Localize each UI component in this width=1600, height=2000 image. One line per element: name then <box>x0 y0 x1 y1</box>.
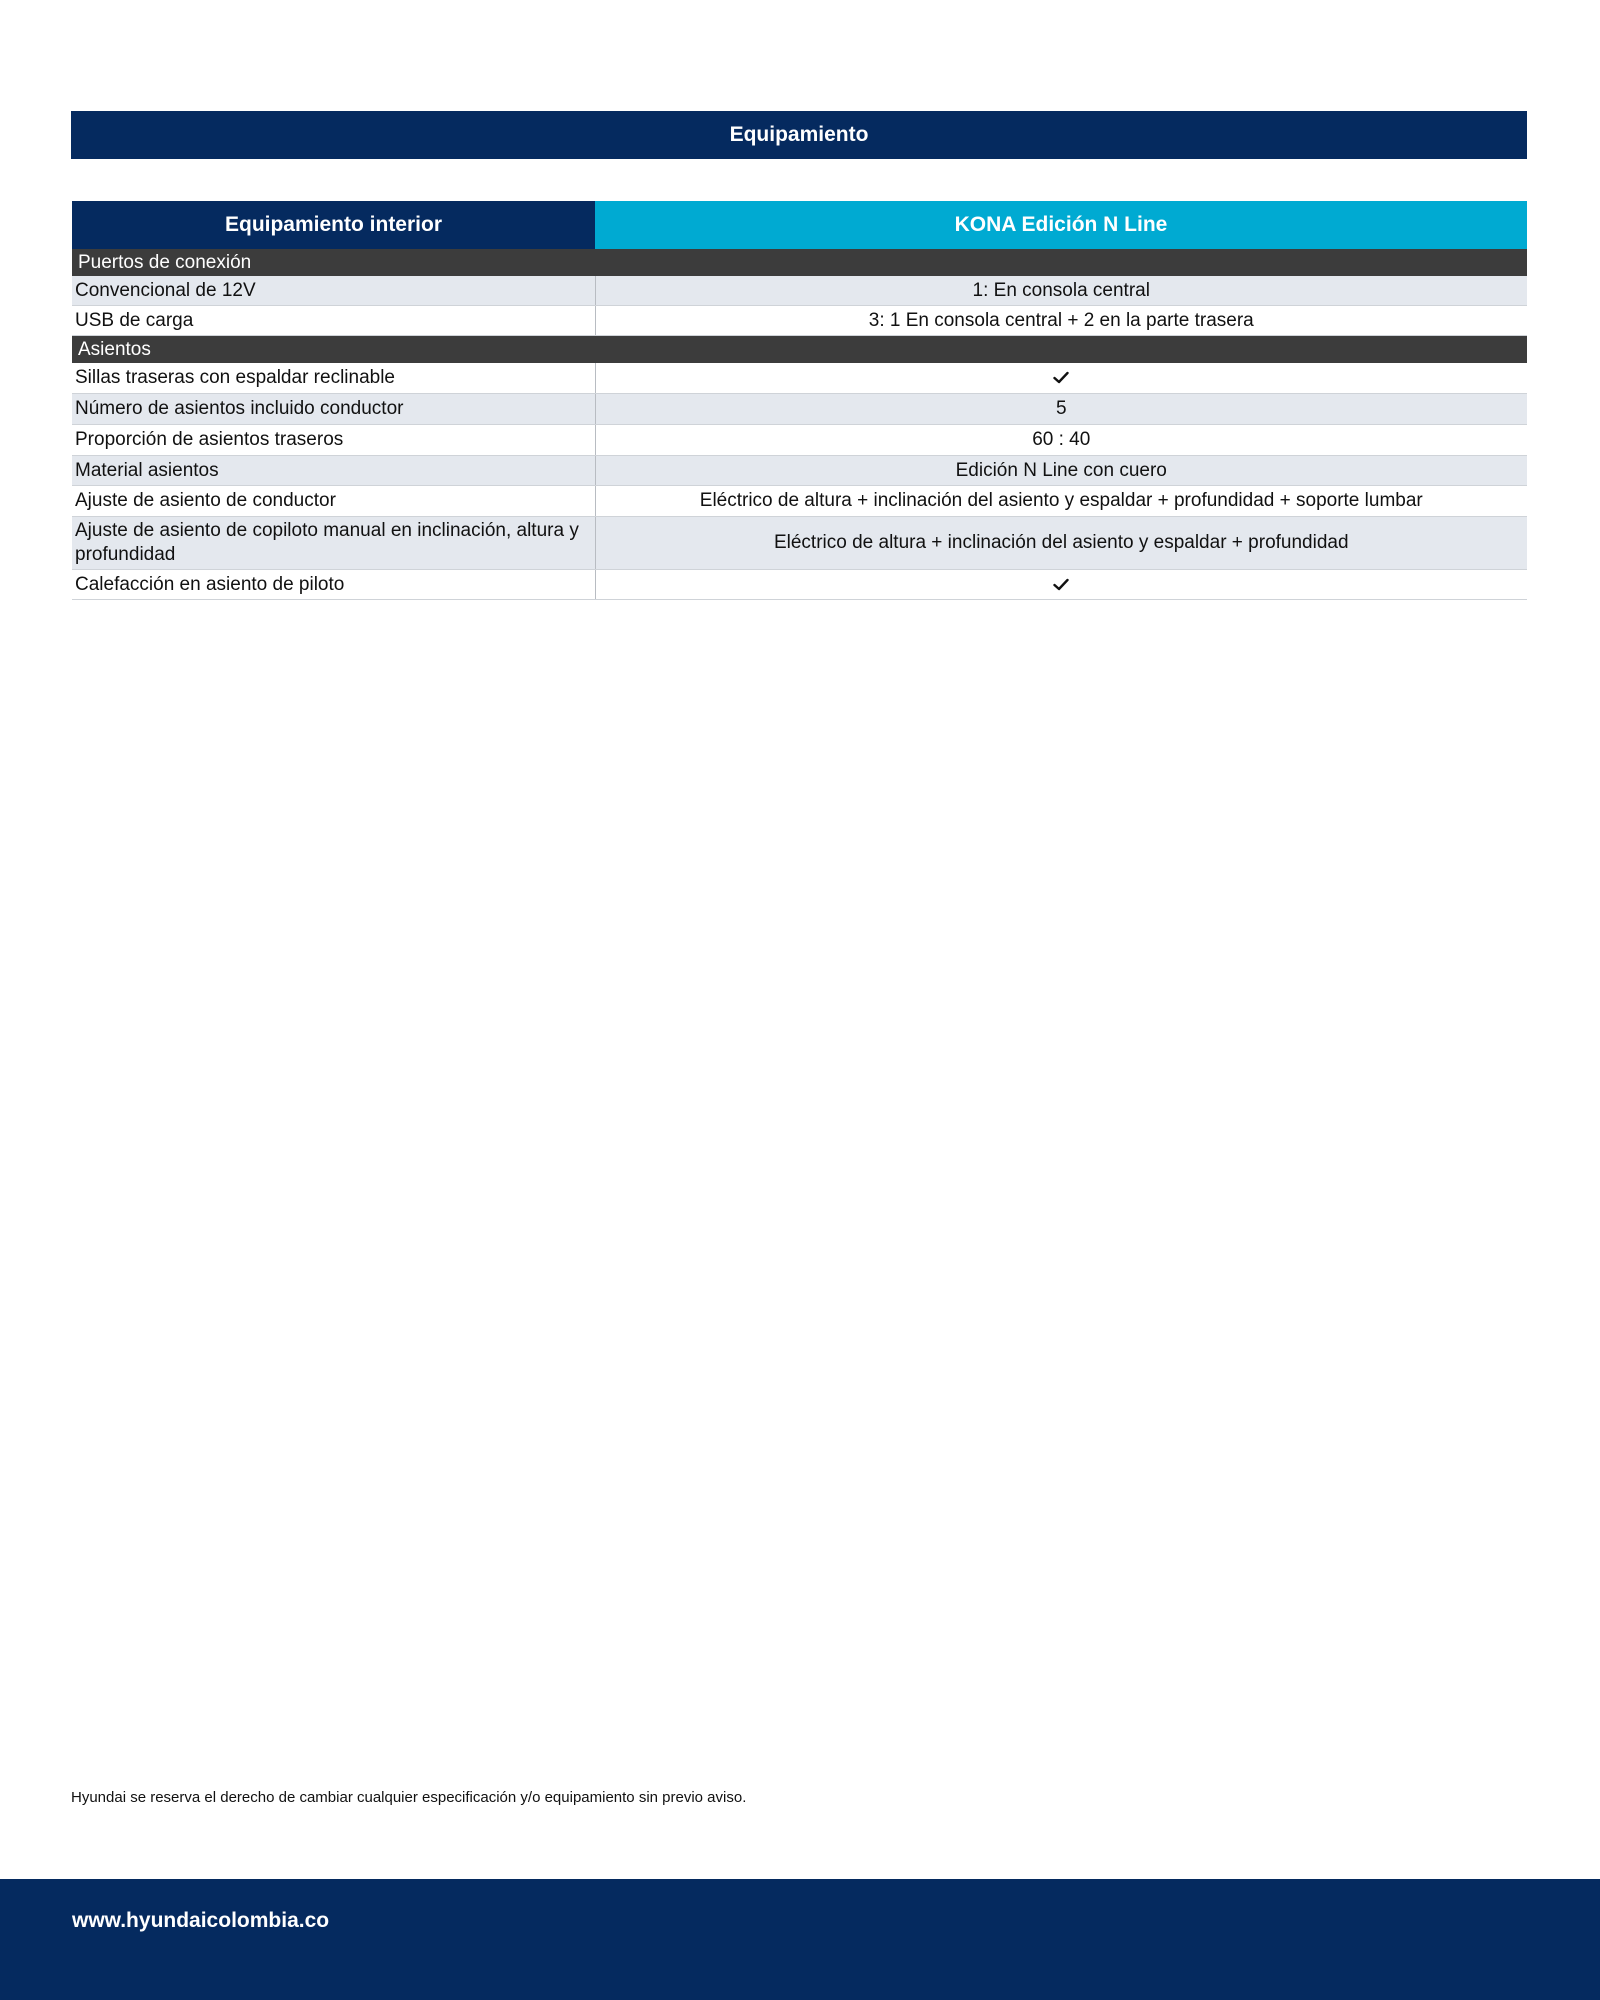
equipment-table <box>72 201 1527 600</box>
check-icon <box>1053 371 1069 384</box>
value-cell: 5 <box>595 394 1527 425</box>
feature-cell: Ajuste de asiento de copiloto manual en inclinación, altura y profundidad <box>72 517 595 570</box>
feature-cell: USB de carga <box>72 306 595 336</box>
value-cell: 1: En consola central <box>595 276 1527 306</box>
table-row <box>72 363 1527 394</box>
table-row <box>72 456 1527 486</box>
category-label: Puertos de conexión <box>72 249 1527 276</box>
value-cell <box>595 570 1527 600</box>
category-label: Asientos <box>72 336 1527 364</box>
value-cell: 60 : 40 <box>595 425 1527 456</box>
table-row <box>72 276 1527 306</box>
feature-cell: Proporción de asientos traseros <box>72 425 595 456</box>
value-cell: Edición N Line con cuero <box>595 456 1527 486</box>
value-cell: Eléctrico de altura + inclinación del asiento y espaldar + profundidad <box>595 517 1527 570</box>
header-model: KONA Edición N Line <box>595 201 1527 249</box>
disclaimer: Hyundai se reserva el derecho de cambiar cualquier especificación y/o equipamiento sin previo aviso. <box>71 1789 747 1806</box>
feature-cell: Ajuste de asiento de conductor <box>72 486 595 517</box>
feature-cell: Material asientos <box>72 456 595 486</box>
value-cell: 3: 1 En consola central + 2 en la parte trasera <box>595 306 1527 336</box>
feature-cell: Sillas traseras con espaldar reclinable <box>72 363 595 394</box>
table-header-row <box>72 201 1527 249</box>
table-row <box>72 394 1527 425</box>
value-cell <box>595 363 1527 394</box>
feature-cell: Número de asientos incluido conductor <box>72 394 595 425</box>
value-cell: Eléctrico de altura + inclinación del asiento y espaldar + profundidad + soporte lumbar <box>595 486 1527 517</box>
section-title-bar <box>71 111 1527 159</box>
table-row <box>72 306 1527 336</box>
section-title: Equipamiento <box>729 123 869 146</box>
website-link[interactable]: www.hyundaicolombia.co <box>72 1909 330 1932</box>
table-row <box>72 570 1527 600</box>
table-row <box>72 425 1527 456</box>
check-icon <box>1053 578 1069 591</box>
category-row <box>72 249 1527 276</box>
category-row <box>72 336 1527 364</box>
table-row <box>72 486 1527 517</box>
feature-cell: Convencional de 12V <box>72 276 595 306</box>
table-row <box>72 517 1527 570</box>
header-feature: Equipamiento interior <box>72 201 595 249</box>
footer-bar <box>0 1879 1600 2000</box>
feature-cell: Calefacción en asiento de piloto <box>72 570 595 600</box>
